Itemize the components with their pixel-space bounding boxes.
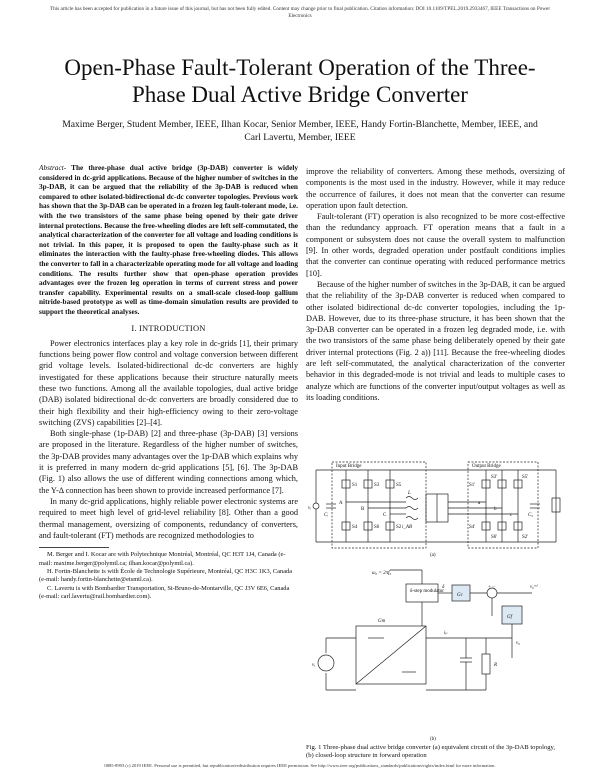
sum-sign-label: + − xyxy=(488,585,495,590)
r-label: R xyxy=(494,663,498,668)
paragraph: Fault-tolerant (FT) operation is also recognized to be more cost-effective than the redundancy approach. FT operation means that a fault in a component or subsystem does not cause the overall system to malfunction [9]. In other words, degraded operation under postfault conditions implies that the converter can continue operating with reduced performance metrics [10]. xyxy=(306,212,565,278)
author-list: Maxime Berger, Student Member, IEEE, Ilhan Kocar, Senior Member, IEEE, Handy Fortin-Blanchette, Member, IEEE, and Carl Lavertu, Member, IEEE xyxy=(62,119,538,143)
figure-1 xyxy=(306,458,564,778)
footnote: M. Berger and I. Kocar are with Polytechnique Montréal, Montréal, QC H3T 1J4, Canada (e-mail: maxime.berger@polymtl.ca; ilhan.kocar@polymtl.ca). xyxy=(39,551,286,567)
vo-label: v₀ xyxy=(516,641,520,646)
phase-b-out-label: b xyxy=(494,507,497,512)
output-bridge-label: Output Bridge xyxy=(472,464,501,469)
s5p-label: S5' xyxy=(522,475,529,480)
abstract xyxy=(39,163,298,317)
ip-label: iₚ xyxy=(444,631,448,636)
paragraph: Because of the higher number of switches in the 3p-DAB, it can be argued that the reliability of the 3p-DAB converter is reduced when compared to other isolated bidirectional dc-dc converter topologies, including the 1p-DAB. However, due to its three-phase structure, it has been shown that the 3p-DAB converter can be operated in a frozen leg degraded mode, i.e. with the two transistors of the same phase being deliberately opened by their gate driver internal protections (Fig. 2 a)) [11]. Because the free-wheeling diodes are left self-commutated, the analytical characterization of the converter behavior in this degraded-mode is not trivial and leads to multiple cases to analyze which are functions of the converter input/output voltages as well as its loading conditions. xyxy=(306,279,565,402)
input-source-symbol xyxy=(313,503,319,509)
phase-c-out-label: c xyxy=(510,513,513,518)
ci-label: Cᵢ xyxy=(324,513,329,518)
right-column xyxy=(306,166,565,403)
circuit-labels-a xyxy=(308,464,533,558)
vref-label: v₀ʳᵉᶠ xyxy=(530,585,538,590)
omega-label: ω₀ = 2πf₀ xyxy=(372,571,392,576)
subfigure-a-label: (a) xyxy=(430,553,436,558)
s1p-label: S1' xyxy=(469,483,476,488)
phase-b-label: B xyxy=(361,507,365,512)
delta-label: δ xyxy=(442,585,445,590)
inductors xyxy=(406,497,418,520)
s2p-label: S2' xyxy=(522,535,529,540)
s1-label: S1 xyxy=(352,483,358,488)
gm-label: Gm xyxy=(378,619,386,624)
phase-a-out-label: a xyxy=(478,501,481,506)
s6p-label: S6' xyxy=(491,535,498,540)
inductor-label: L xyxy=(408,491,411,496)
paragraph: improve the reliability of converters. Among these methods, oversizing of components is the most used in the industry. However, while it may reduce the occurrence of failures, it does not mean that the converter can resume operation upon fault detection. xyxy=(306,167,565,210)
paper-title: Open-Phase Fault-Tolerant Operation of the Three-Phase Dual Active Bridge Converter xyxy=(64,55,536,107)
control-diagram-b xyxy=(318,570,532,690)
gc-label: Gc xyxy=(457,593,463,598)
s2-label: S2 xyxy=(396,525,402,530)
s4p-label: S4' xyxy=(469,525,476,530)
s5-label: S5 xyxy=(396,483,402,488)
section-heading: I. INTRODUCTION xyxy=(131,322,206,333)
vi-label: vᵢ xyxy=(308,506,312,511)
modulator-label: δ-step modulator xyxy=(410,589,444,594)
footnote: C. Lavertu is with Bombardier Transportation, St-Bruno-de-Montarville, QC J3V 6E6, Canada (e-mail: carl.lavertu@rail.bombardier.com). xyxy=(39,584,290,601)
paragraph: Both single-phase (1p-DAB) [2] and three-phase (3p-DAB) [3] versions are proposed in the literature. Regardless of the higher number of switches, the 3p-DAB provides many advantages over the 1p-DAB which explains why it is preferred in many modern dc-grid applications [5], [6]. The 3p-DAB (Fig. 1) also allows the use of different winding connections among which, the Y-Δ connection has been shown to provide increased performance [7]. xyxy=(39,429,298,495)
copyright-footer: 0885-8993 (c) 2019 IEEE. Personal use is permitted, but republication/redistribution requires IEEE permission. See http://www.ieee.org/publications_standards/publications/rights/index.html for more information. xyxy=(104,763,496,768)
abstract-label: Abstract- xyxy=(39,163,67,172)
current-label: i_AB xyxy=(402,525,412,530)
subfigure-b-label: (b) xyxy=(430,737,436,742)
paragraph: In many dc-grid applications, highly reliable power electronic systems are required to meet high level of grid-level reliability [8]. Other than a good thermal management, oversizing of components, redundancy of converters, and fault-tolerant (FT) methods are recognized methodologies to xyxy=(39,496,298,540)
phase-c-label: C xyxy=(383,513,387,518)
gf-label: Gf xyxy=(507,615,512,620)
figure-caption: Fig. 1 Three-phase dual active bridge converter (a) equivalent circuit of the 3p-DAB topology, (b) closed-loop structure in forward operation xyxy=(306,744,556,760)
s6-label: S6 xyxy=(374,525,380,530)
footnote-divider xyxy=(39,547,109,548)
phase-a-label: A xyxy=(339,501,343,506)
input-bridge-label: Input Bridge xyxy=(336,464,362,469)
gf-block xyxy=(502,606,522,624)
input-source-b xyxy=(318,655,334,671)
s3p-label: S3' xyxy=(491,475,498,480)
footnotes xyxy=(39,551,298,601)
s3-label: S3 xyxy=(374,483,380,488)
vi-b-label: vᵢ xyxy=(312,663,316,668)
left-column xyxy=(39,163,298,602)
control-labels-b xyxy=(312,571,538,742)
abstract-text: The three-phase dual active bridge (3p-DAB) converter is widely considered in dc-grid applications. Because of the higher number of switches in the 3p-DAB, it can be argued that the reliability of the 3p-DAB is reduced when compared to other isolated-bidirectional dc-dc converter topologies. Previous work has shown that the 3p-DAB can be operated in a frozen leg fault-tolerant mode, i.e. with the two transistors of the same phase being opened by their gate driver internal protections. Because the free-wheeling diodes are left self-commutated, the analytical characterization of the converter for all voltage and loading conditions is not trivial. In this paper, it is proposed to open the faulty-phase such as it eliminates the interaction with the faulty-phase free-wheeling diodes. This allows the converter to fall in a characterizable operating mode for all voltage and loading conditions. The results further show that open-phase operation provides advantages over the frozen leg operation in terms of current stress and power transfer capability. Experimental results on a small-scale closed-loop gallium nitride-based prototype as well as time-domain simulation results are provided to support the theoretical analyses. xyxy=(39,163,298,316)
co-label: C₀ xyxy=(528,513,534,518)
footnote: H. Fortin-Blanchette is with École de Technologie Supérieure, Montréal, QC H3C 1K3, Canada (e-mail: handy.fortin-blanchette@etsmtl.ca). xyxy=(39,567,293,584)
load-resistor-b xyxy=(482,654,490,674)
s4-label: S4 xyxy=(352,525,358,530)
journal-header-notice: This article has been accepted for publication in a future issue of this journal, but has not been fully edited. Content may change prior to final publication. Citation information: DOI 10.1109/TPEL.2019.2933467, IEEE Transactions on Power Electronics xyxy=(49,6,551,19)
paragraph: Power electronics interfaces play a key role in dc-grids [1], their primary functions being power flow control and voltage conversion between different grid voltage levels. Isolated-bidirectional dc-dc converters are highly investigated for these applications because their structure naturally meets these two functions. Among all the available topologies, dual active bridge (DAB) isolated bidirectional dc-dc converters are broadly considered due to their high flexibility and their high-efficiency owing to their zero-voltage switching (ZVS) capabilities [2]–[4]. xyxy=(39,338,298,427)
